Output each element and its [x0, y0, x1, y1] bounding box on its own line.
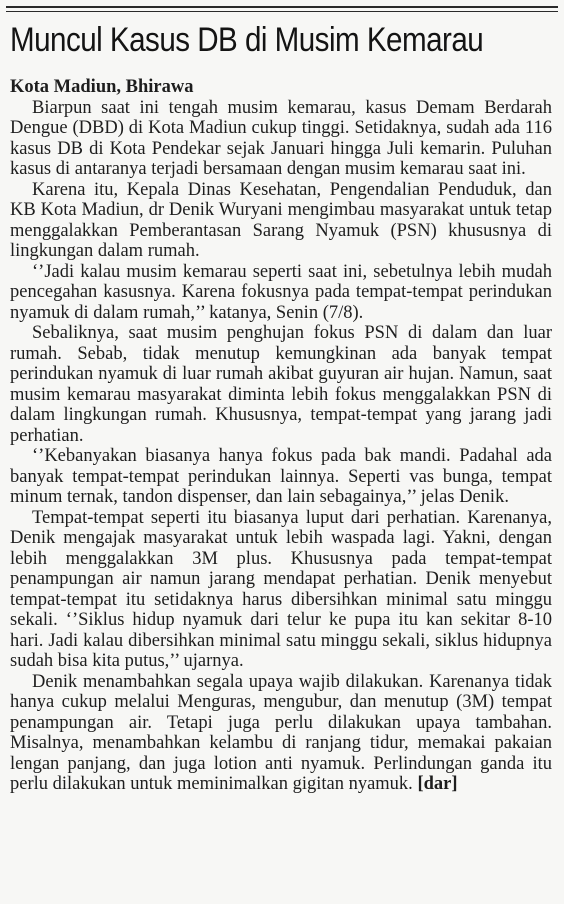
paragraph-4: Sebaliknya, saat musim penghujan fokus PSN di dalam dan luar rumah. Sebab, tidak menutup kemungkinan ada banyak tempat perindukan nyamuk di luar rumah akibat guyuran air hujan. Namun, saat musim kemarau masyarakat diminta lebih fokus menggalakkan PSN di dalam lingkungan rumah. Khususnya, tempat-tempat yang jarang jadi perhatian. — [10, 323, 552, 446]
paragraph-3: ‘’Jadi kalau musim kemarau seperti saat ini, sebetulnya lebih mudah pencegahan kasusnya. Karena fokusnya pada tempat-tempat perindukan nyamuk di dalam rumah,’’ katanya, Senin (7/8). — [10, 261, 552, 323]
article-body — [10, 77, 552, 795]
paragraph-7-text: Denik menambahkan segala upaya wajib dilakukan. Karenanya tidak hanya cukup melalui Menguras, mengubur, dan menutup (3M) tempat penampungan air. Tetapi juga perlu dilakukan upaya tambahan. Misalnya, menambahkan kelambu di ranjang tidur, memakai pakaian lengan panjang, dan juga lotion anti nyamuk. Perlindungan ganda itu perlu dilakukan untuk meminimalkan gigitan nyamuk. — [10, 671, 552, 794]
paragraph-6: Tempat-tempat seperti itu biasanya luput dari perhatian. Karenanya, Denik mengajak masyarakat untuk lebih waspada lagi. Yakni, dengan lebih menggalakkan 3M plus. Khususnya pada tempat-tempat penampungan air namun jarang mendapat perhatian. Denik menyebut tempat-tempat itu setidaknya harus dibersihkan minimal satu minggu sekali. ‘’Siklus hidup nyamuk dari telur ke pupa itu kan sekitar 8-10 hari. Jadi kalau dibersihkan minimal satu minggu sekali, siklus hidupnya sudah bisa kita putus,’’ ujarnya. — [10, 507, 552, 671]
top-rule — [6, 6, 558, 8]
paragraph-1: Biarpun saat ini tengah musim kemarau, kasus Demam Berdarah Dengue (DBD) di Kota Madiun cukup tinggi. Setidaknya, sudah ada 116 kasus DB di Kota Pendekar sejak Januari hingga Juli kemarin. Puluhan kasus di antaranya terjadi bersamaan dengan musim kemarau saat ini. — [10, 97, 552, 179]
top-rule-thin — [6, 11, 558, 12]
paragraph-2: Karena itu, Kepala Dinas Kesehatan, Pengendalian Penduduk, dan KB Kota Madiun, dr Denik Wuryani mengimbau masyarakat untuk tetap menggalakkan Pemberantasan Sarang Nyamuk (PSN) khususnya di lingkungan dalam rumah. — [10, 179, 552, 261]
paragraph-5: ‘’Kebanyakan biasanya hanya fokus pada bak mandi. Padahal ada banyak tempat-tempat perindukan lainnya. Seperti vas bunga, tempat minum ternak, tandon dispenser, dan lain sebagainya,’’ jelas Denik. — [10, 446, 552, 507]
paragraph-7 — [10, 672, 552, 795]
headline: Muncul Kasus DB di Musim Kemarau — [10, 21, 484, 59]
author-signature: [dar] — [417, 774, 458, 794]
dateline: Kota Madiun, Bhirawa — [10, 77, 194, 97]
